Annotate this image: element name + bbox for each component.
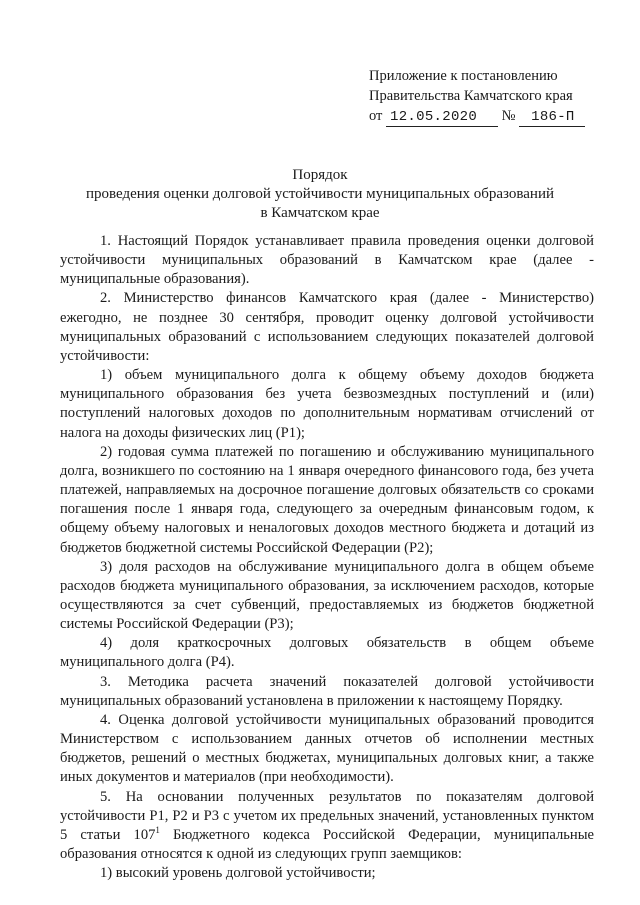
- title-line-1: Порядок: [292, 167, 348, 183]
- decree-date: 12.05.2020: [386, 109, 498, 127]
- document-title: [0, 166, 640, 223]
- number-label: №: [501, 108, 516, 124]
- title-line-2: проведения оценки долговой устойчивости муниципальных образований: [85, 186, 555, 202]
- paragraph-1: 1. Настоящий Порядок устанавливает правила проведения оценки долговой устойчивости муниципальных образований в Камчатском крае (далее - муниципальные образования).: [60, 233, 594, 288]
- paragraph-5: [60, 788, 594, 865]
- document-body: [60, 232, 594, 883]
- attachment-line-1: Приложение к постановлению: [369, 68, 558, 84]
- list-item-p2: 2) годовая сумма платежей по погашению и обслуживанию муниципального долга, возникшего по состоянию на 1 января очередного финансового года, без учета платежей, направляемых на досрочное погашение долговых обязательств со сроками погашения после 1 января года, следующего за очередным финансовым годом, к общему объему налоговых и неналоговых доходов местного бюджета и дотаций из бюджетов бюджетной системы Российской Федерации (Р2);: [60, 443, 594, 556]
- group-item-1: 1) высокий уровень долговой устойчивости;: [100, 865, 376, 882]
- paragraph-3: 3. Методика расчета значений показателей долговой устойчивости муниципальных образований установлена в приложении к настоящему Порядку.: [60, 673, 594, 709]
- attachment-block: [369, 66, 585, 127]
- from-label: от: [369, 108, 383, 124]
- attachment-date-number-line: [369, 106, 585, 127]
- paragraph-5-text-end: Бюджетного кодекса Российской Федерации, муниципальные образования относятся к одной из следующих групп заемщиков:: [60, 826, 594, 862]
- attachment-line-2: Правительства Камчатского края: [369, 88, 573, 104]
- paragraph-4: 4. Оценка долговой устойчивости муниципальных образований проводится Министерством с использованием данных отчетов об исполнении местных бюджетов, решений о местных бюджетах, муниципальных долговых книг, а также иных документов и материалов (при необходимости).: [60, 711, 594, 786]
- paragraph-5-text-start: 5. На основании полученных результатов по показателям долговой устойчивости Р1, Р2 и Р3 с учетом их предельных значений, установленных пунктом 5 статьи 107: [60, 788, 594, 843]
- list-item-p1: 1) объем муниципального долга к общему объему доходов бюджета муниципального образования без учета безвозмездных поступлений и (или) поступлений налоговых доходов по дополнительным нормативам отчислений от налога на доходы физических лиц (Р1);: [60, 367, 594, 441]
- paragraph-2: 2. Министерство финансов Камчатского края (далее - Министерство) ежегодно, не позднее 30 сентября, проводит оценку долговой устойчивости муниципальных образований с использованием следующих показателей долговой устойчивости:: [60, 290, 594, 364]
- title-line-3: в Камчатском крае: [260, 205, 380, 221]
- list-item-p4: 4) доля краткосрочных долговых обязательств в общем объеме муниципального долга (Р4).: [60, 635, 594, 671]
- article-superscript: 1: [155, 824, 160, 835]
- list-item-p3: 3) доля расходов на обслуживание муниципального долга в общем объеме расходов бюджета муниципального образования, за исключением расходов, которые осуществляются за счет субвенций, предоставляемых из бюджетов бюджетной системы Российской Федерации (Р3);: [60, 558, 594, 633]
- decree-number: 186-П: [519, 109, 585, 127]
